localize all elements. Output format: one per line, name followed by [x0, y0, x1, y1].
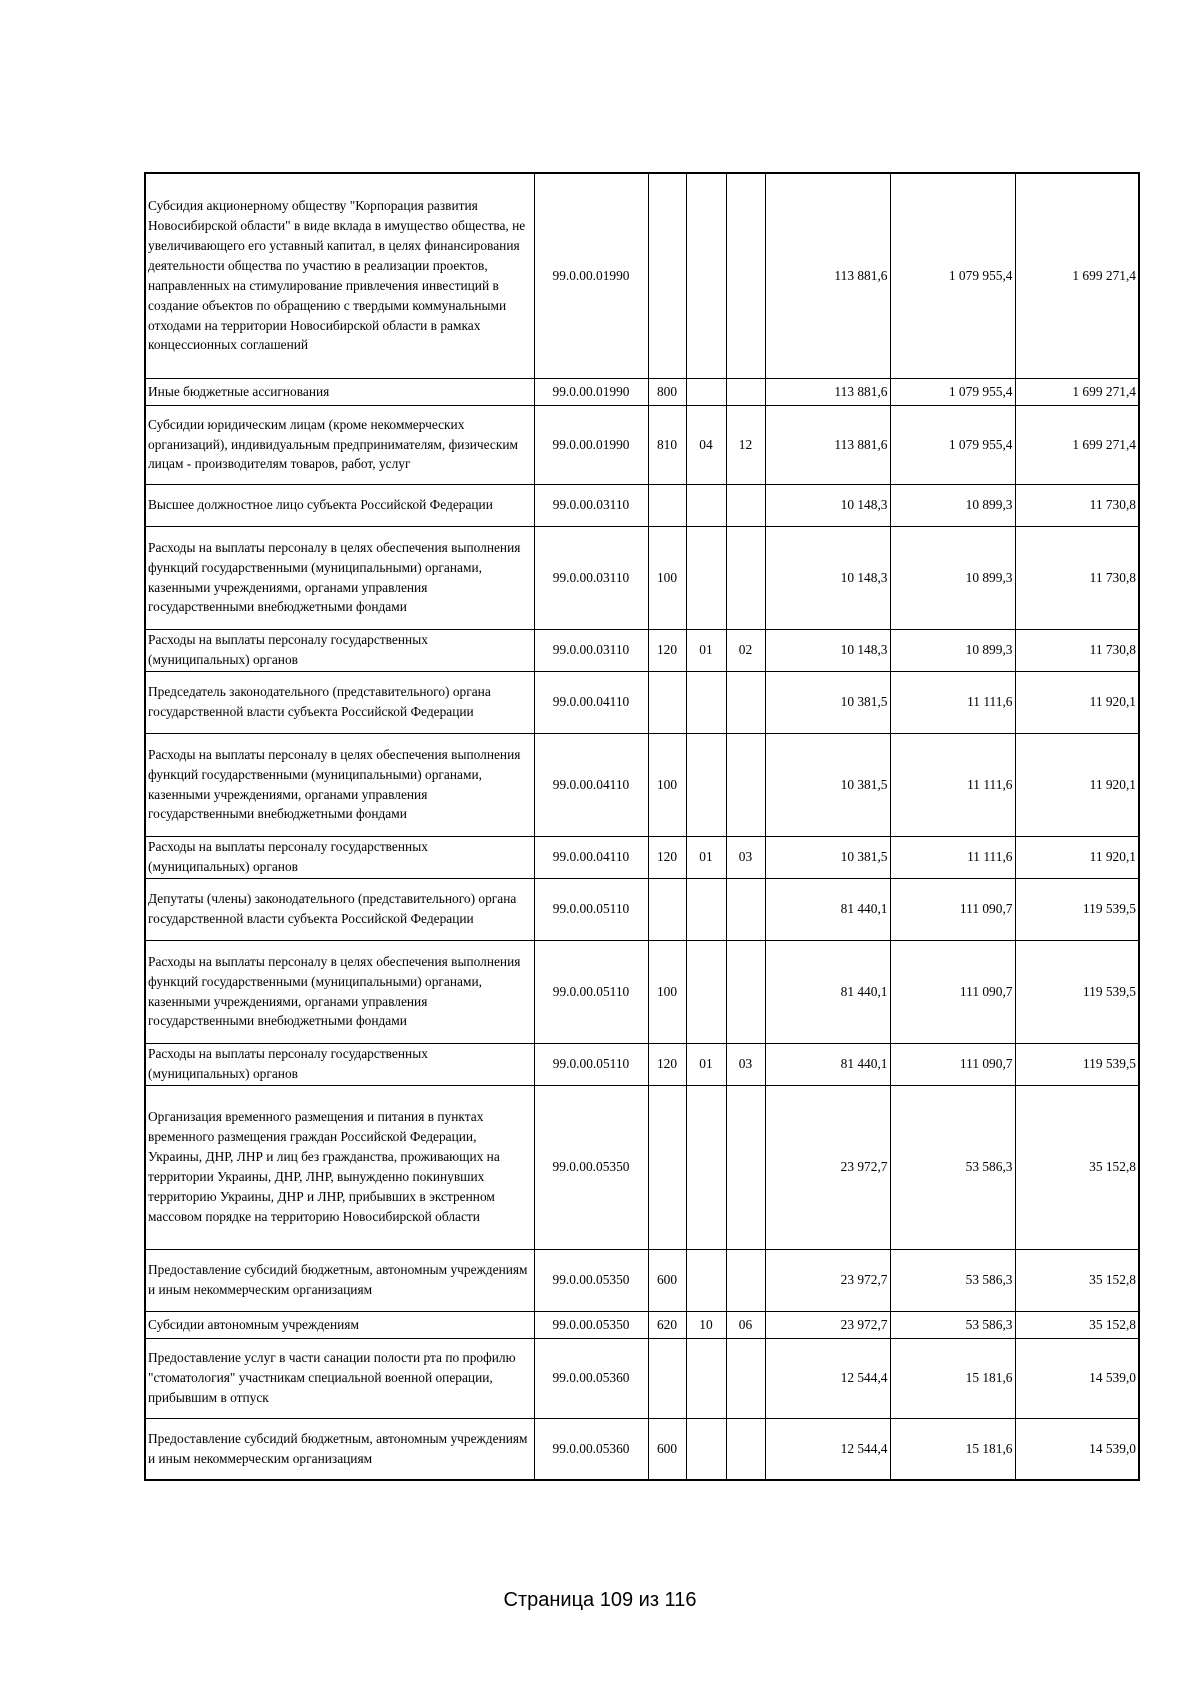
expense-name: Субсидия акционерному обществу "Корпорация развития Новосибирской области" в виде вклада в имущество общества, не увеличивающего его уставный капитал, в целях финансирования деятельности общества по участию в реализации проектов, направленных на стимулирование привлечения инвестиций в создание объектов по обращению с твердыми коммунальными отходами на территории Новосибирской области в рамках концессионных соглашений: [145, 173, 534, 378]
amount-year-1: 10 148,3: [765, 484, 890, 526]
amount-year-3: 119 539,5: [1015, 940, 1139, 1043]
amount-year-1: 23 972,7: [765, 1249, 890, 1311]
amount-year-3: 1 699 271,4: [1015, 405, 1139, 484]
target-article-code: 99.0.00.05350: [534, 1085, 648, 1249]
amount-year-2: 10 899,3: [890, 629, 1015, 671]
section-code: [686, 1249, 726, 1311]
amount-year-2: 53 586,3: [890, 1311, 1015, 1338]
section-code: 01: [686, 836, 726, 878]
target-article-code: 99.0.00.05360: [534, 1338, 648, 1418]
amount-year-3: 14 539,0: [1015, 1338, 1139, 1418]
subsection-code: [726, 173, 765, 378]
page-number: Страница 109 из 116: [503, 1589, 697, 1611]
table-row: [145, 629, 1139, 671]
amount-year-3: 119 539,5: [1015, 878, 1139, 940]
expense-name: Предоставление субсидий бюджетным, автономным учреждениям и иным некоммерческим организациям: [145, 1249, 534, 1311]
amount-year-1: 23 972,7: [765, 1311, 890, 1338]
amount-year-1: 12 544,4: [765, 1338, 890, 1418]
expense-name: Председатель законодательного (представительного) органа государственной власти субъекта Российской Федерации: [145, 671, 534, 733]
amount-year-3: 11 920,1: [1015, 671, 1139, 733]
amount-year-3: 11 730,8: [1015, 526, 1139, 629]
expense-type-code: [648, 878, 686, 940]
amount-year-1: 12 544,4: [765, 1418, 890, 1480]
amount-year-1: 10 148,3: [765, 526, 890, 629]
table-row: [145, 1338, 1139, 1418]
table-row: [145, 940, 1139, 1043]
section-code: [686, 940, 726, 1043]
target-article-code: 99.0.00.03110: [534, 629, 648, 671]
expense-type-code: 120: [648, 629, 686, 671]
amount-year-2: 111 090,7: [890, 940, 1015, 1043]
table-row: [145, 1311, 1139, 1338]
table-row: [145, 836, 1139, 878]
target-article-code: 99.0.00.01990: [534, 173, 648, 378]
table-row: [145, 1249, 1139, 1311]
amount-year-2: 10 899,3: [890, 484, 1015, 526]
section-code: [686, 878, 726, 940]
budget-table: [144, 172, 1140, 1481]
table-row: [145, 671, 1139, 733]
expense-type-code: 600: [648, 1418, 686, 1480]
amount-year-2: 1 079 955,4: [890, 378, 1015, 405]
subsection-code: [726, 484, 765, 526]
expense-type-code: 120: [648, 1043, 686, 1085]
amount-year-1: 81 440,1: [765, 940, 890, 1043]
subsection-code: 12: [726, 405, 765, 484]
amount-year-1: 10 381,5: [765, 836, 890, 878]
amount-year-3: 119 539,5: [1015, 1043, 1139, 1085]
section-code: 04: [686, 405, 726, 484]
section-code: [686, 173, 726, 378]
subsection-code: [726, 1249, 765, 1311]
amount-year-2: 1 079 955,4: [890, 173, 1015, 378]
subsection-code: [726, 526, 765, 629]
table-row: [145, 378, 1139, 405]
section-code: [686, 1085, 726, 1249]
amount-year-1: 81 440,1: [765, 1043, 890, 1085]
expense-name: Расходы на выплаты персоналу государственных (муниципальных) органов: [145, 836, 534, 878]
expense-type-code: [648, 1338, 686, 1418]
expense-type-code: 100: [648, 940, 686, 1043]
amount-year-1: 23 972,7: [765, 1085, 890, 1249]
expense-type-code: 810: [648, 405, 686, 484]
expense-name: Субсидии автономным учреждениям: [145, 1311, 534, 1338]
amount-year-1: 81 440,1: [765, 878, 890, 940]
table-row: [145, 733, 1139, 836]
target-article-code: 99.0.00.05350: [534, 1311, 648, 1338]
amount-year-2: 53 586,3: [890, 1249, 1015, 1311]
amount-year-3: 11 730,8: [1015, 484, 1139, 526]
amount-year-3: 35 152,8: [1015, 1249, 1139, 1311]
amount-year-1: 113 881,6: [765, 405, 890, 484]
table-row: [145, 1418, 1139, 1480]
expense-type-code: 120: [648, 836, 686, 878]
section-code: 10: [686, 1311, 726, 1338]
target-article-code: 99.0.00.03110: [534, 484, 648, 526]
amount-year-2: 111 090,7: [890, 1043, 1015, 1085]
amount-year-2: 15 181,6: [890, 1418, 1015, 1480]
amount-year-2: 53 586,3: [890, 1085, 1015, 1249]
section-code: [686, 526, 726, 629]
expense-type-code: 100: [648, 526, 686, 629]
subsection-code: 03: [726, 836, 765, 878]
expense-name: Расходы на выплаты персоналу государственных (муниципальных) органов: [145, 1043, 534, 1085]
expense-type-code: 800: [648, 378, 686, 405]
expense-name: Расходы на выплаты персоналу в целях обеспечения выполнения функций государственными (муниципальными) органами, казенными учреждениями, органами управления государственными внебюджетными фондами: [145, 733, 534, 836]
expense-name: Организация временного размещения и питания в пунктах временного размещения граждан Российской Федерации, Украины, ДНР, ЛНР и лиц без гражданства, проживающих на территории Украины, ДНР, ЛНР, вынужденно покинувших территорию Украины, ДНР и ЛНР, прибывших в экстренном массовом порядке на территорию Новосибирской области: [145, 1085, 534, 1249]
amount-year-3: 14 539,0: [1015, 1418, 1139, 1480]
expense-name: Предоставление субсидий бюджетным, автономным учреждениям и иным некоммерческим организациям: [145, 1418, 534, 1480]
expense-type-code: [648, 484, 686, 526]
section-code: [686, 484, 726, 526]
amount-year-2: 10 899,3: [890, 526, 1015, 629]
amount-year-2: 11 111,6: [890, 671, 1015, 733]
table-row: [145, 405, 1139, 484]
amount-year-2: 11 111,6: [890, 836, 1015, 878]
amount-year-1: 113 881,6: [765, 378, 890, 405]
target-article-code: 99.0.00.03110: [534, 526, 648, 629]
target-article-code: 99.0.00.05360: [534, 1418, 648, 1480]
expense-name: Расходы на выплаты персоналу в целях обеспечения выполнения функций государственными (муниципальными) органами, казенными учреждениями, органами управления государственными внебюджетными фондами: [145, 526, 534, 629]
table-body: [145, 173, 1139, 1480]
section-code: [686, 1418, 726, 1480]
table-row: [145, 173, 1139, 378]
section-code: [686, 1338, 726, 1418]
subsection-code: [726, 1418, 765, 1480]
expense-type-code: [648, 671, 686, 733]
expense-name: Иные бюджетные ассигнования: [145, 378, 534, 405]
amount-year-3: 11 920,1: [1015, 733, 1139, 836]
section-code: 01: [686, 1043, 726, 1085]
amount-year-1: 113 881,6: [765, 173, 890, 378]
subsection-code: [726, 878, 765, 940]
amount-year-1: 10 381,5: [765, 671, 890, 733]
expense-name: Высшее должностное лицо субъекта Российской Федерации: [145, 484, 534, 526]
expense-type-code: [648, 1085, 686, 1249]
target-article-code: 99.0.00.05110: [534, 1043, 648, 1085]
expense-name: Депутаты (члены) законодательного (представительного) органа государственной власти субъекта Российской Федерации: [145, 878, 534, 940]
target-article-code: 99.0.00.04110: [534, 671, 648, 733]
amount-year-2: 111 090,7: [890, 878, 1015, 940]
expense-name: Предоставление услуг в части санации полости рта по профилю "стоматология" участникам специальной военной операции, прибывшим в отпуск: [145, 1338, 534, 1418]
amount-year-3: 11 920,1: [1015, 836, 1139, 878]
table-row: [145, 1043, 1139, 1085]
expense-type-code: 600: [648, 1249, 686, 1311]
table-row: [145, 878, 1139, 940]
subsection-code: [726, 671, 765, 733]
subsection-code: 06: [726, 1311, 765, 1338]
target-article-code: 99.0.00.01990: [534, 405, 648, 484]
expense-type-code: [648, 173, 686, 378]
target-article-code: 99.0.00.05350: [534, 1249, 648, 1311]
target-article-code: 99.0.00.04110: [534, 733, 648, 836]
target-article-code: 99.0.00.05110: [534, 940, 648, 1043]
expense-type-code: 100: [648, 733, 686, 836]
section-code: [686, 733, 726, 836]
amount-year-2: 1 079 955,4: [890, 405, 1015, 484]
amount-year-1: 10 381,5: [765, 733, 890, 836]
amount-year-3: 11 730,8: [1015, 629, 1139, 671]
subsection-code: 03: [726, 1043, 765, 1085]
subsection-code: [726, 733, 765, 836]
section-code: 01: [686, 629, 726, 671]
subsection-code: [726, 378, 765, 405]
subsection-code: [726, 1085, 765, 1249]
subsection-code: 02: [726, 629, 765, 671]
amount-year-3: 1 699 271,4: [1015, 378, 1139, 405]
expense-name: Расходы на выплаты персоналу государственных (муниципальных) органов: [145, 629, 534, 671]
amount-year-2: 15 181,6: [890, 1338, 1015, 1418]
target-article-code: 99.0.00.05110: [534, 878, 648, 940]
target-article-code: 99.0.00.04110: [534, 836, 648, 878]
expense-name: Субсидии юридическим лицам (кроме некоммерческих организаций), индивидуальным предпринимателям, физическим лицам - производителям товаров, работ, услуг: [145, 405, 534, 484]
expense-type-code: 620: [648, 1311, 686, 1338]
expense-name: Расходы на выплаты персоналу в целях обеспечения выполнения функций государственными (муниципальными) органами, казенными учреждениями, органами управления государственными внебюджетными фондами: [145, 940, 534, 1043]
target-article-code: 99.0.00.01990: [534, 378, 648, 405]
amount-year-3: 35 152,8: [1015, 1311, 1139, 1338]
table-row: [145, 526, 1139, 629]
subsection-code: [726, 940, 765, 1043]
amount-year-1: 10 148,3: [765, 629, 890, 671]
amount-year-2: 11 111,6: [890, 733, 1015, 836]
section-code: [686, 378, 726, 405]
amount-year-3: 35 152,8: [1015, 1085, 1139, 1249]
table-row: [145, 484, 1139, 526]
section-code: [686, 671, 726, 733]
amount-year-3: 1 699 271,4: [1015, 173, 1139, 378]
table-row: [145, 1085, 1139, 1249]
subsection-code: [726, 1338, 765, 1418]
